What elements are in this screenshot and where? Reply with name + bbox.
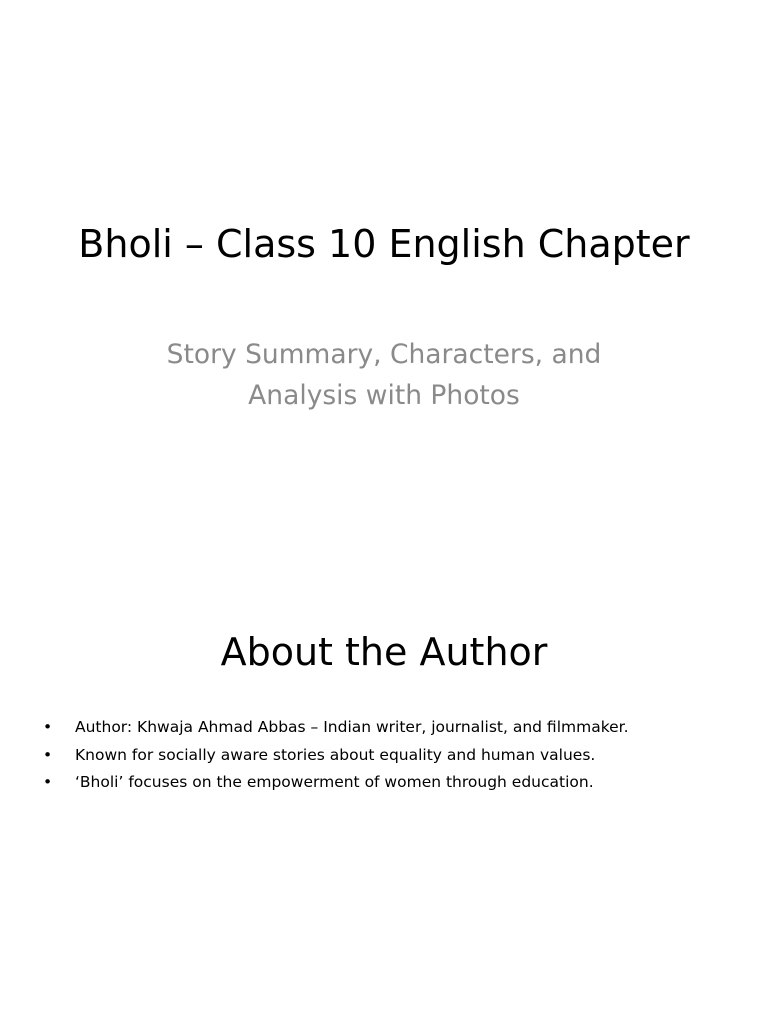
bullet-item bbox=[40, 769, 730, 797]
bullet-item bbox=[40, 714, 730, 742]
bullet-list bbox=[40, 714, 730, 797]
about-author-slide bbox=[0, 512, 768, 1024]
subtitle-line: Story Summary, Characters, and bbox=[166, 339, 602, 370]
section-title: About the Author bbox=[220, 630, 548, 674]
bullet-dot: • bbox=[43, 718, 53, 736]
bullet-text: Author: Khwaja Ahmad Abbas – Indian writer, journalist, and filmmaker. bbox=[75, 718, 629, 736]
slide-subtitle bbox=[134, 334, 634, 416]
bullet-text: Known for socially aware stories about equality and human values. bbox=[75, 745, 596, 764]
bullet-dot: • bbox=[43, 745, 53, 764]
subtitle-line: Analysis with Photos bbox=[248, 380, 520, 411]
bullet-text: ‘Bholi’ focuses on the empowerment of women through education. bbox=[75, 773, 594, 791]
bullet-dot: • bbox=[43, 773, 53, 791]
bullet-item bbox=[40, 742, 730, 770]
slide-title: Bholi – Class 10 English Chapter bbox=[78, 222, 690, 266]
